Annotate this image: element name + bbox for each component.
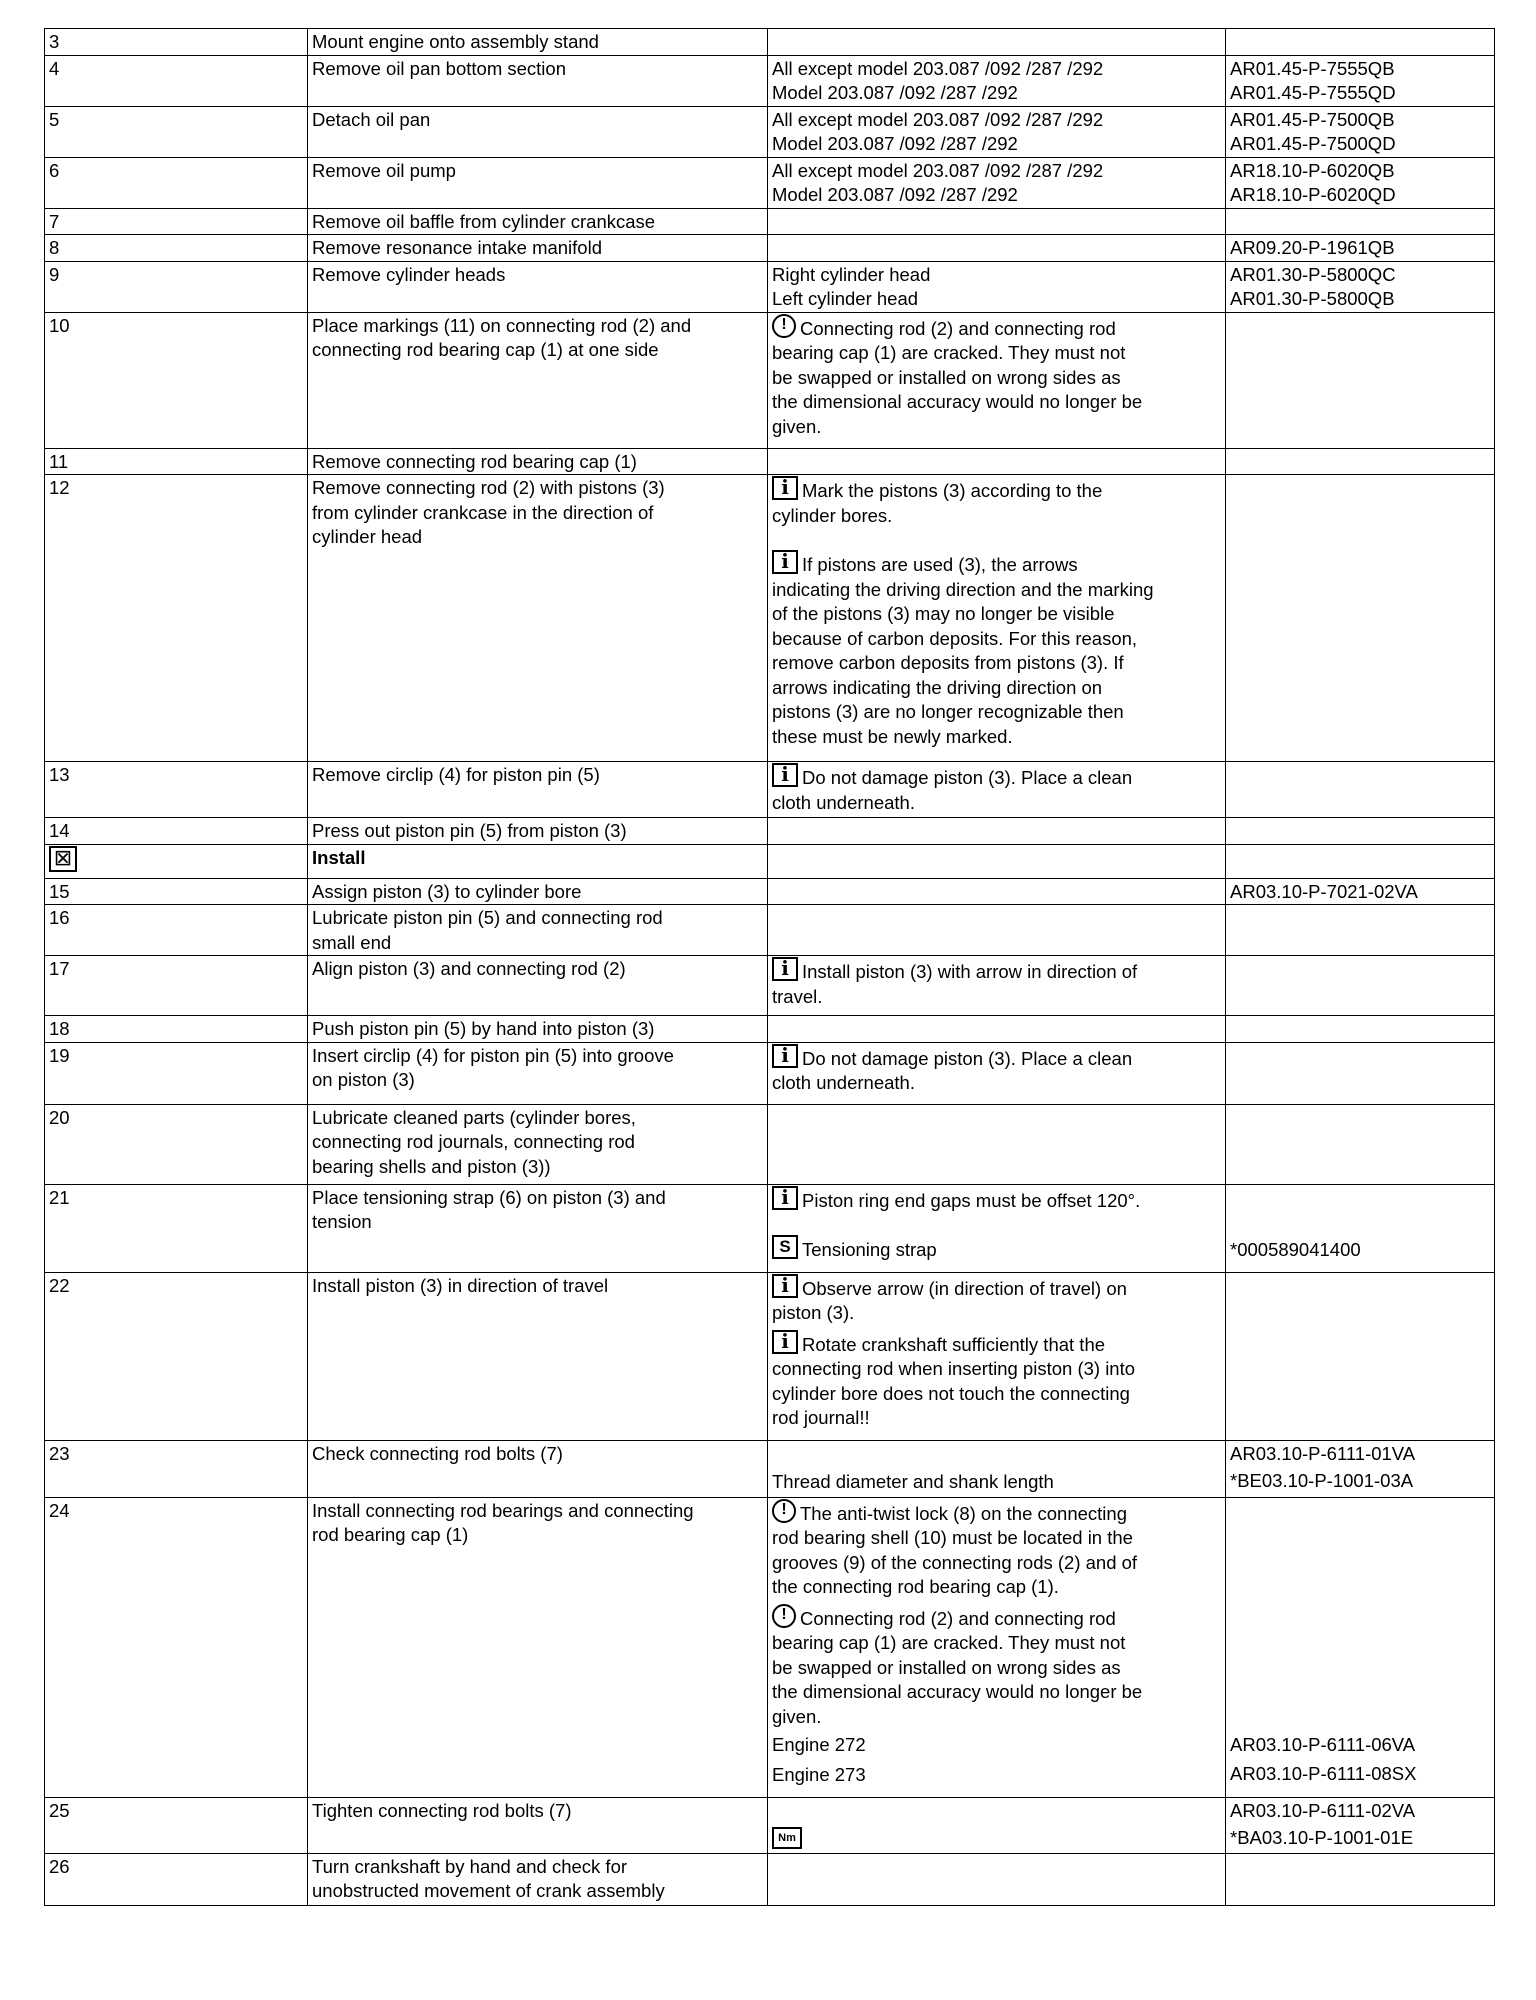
step-note: iMark the pistons (3) according to the cylinder bores. iIf pistons are used (3), the arrows indicating the driving direction and the marking of the pistons (3) may no longer be visible because of carbon deposits. For this reason, remove carbon deposits from pistons (3). If arrows indicating the driving direction on pistons (3) are no longer recognizable then these must be newly marked.	[768, 475, 1226, 762]
step-action: Push piston pin (5) by hand into piston (3)	[308, 1016, 768, 1043]
step-reference[interactable]: AR01.30-P-5800QC AR01.30-P-5800QB	[1226, 261, 1495, 312]
step-note: !The anti-twist lock (8) on the connecting rod bearing shell (10) must be located in the grooves (9) of the connecting rods (2) and of the connecting rod bearing cap (1). !Connecting rod (2) and connecting rod bearing cap (1) are cracked. They must not be swapped or installed on wrong sides as the dimensional accuracy would no longer be given. Engine 272 Engine 273	[768, 1497, 1226, 1797]
step-action: Remove cylinder heads	[308, 261, 768, 312]
table-row	[45, 261, 1495, 312]
table-row	[45, 106, 1495, 157]
step-number: 13	[45, 762, 308, 818]
step-action: Remove resonance intake manifold	[308, 235, 768, 262]
step-note	[768, 1797, 1226, 1853]
step-action: Turn crankshaft by hand and check for unobstructed movement of crank assembly	[308, 1853, 768, 1905]
step-reference[interactable]: AR03.10-P-7021-02VA	[1226, 878, 1495, 905]
table-row	[45, 157, 1495, 208]
step-note	[768, 448, 1226, 475]
step-reference[interactable]: AR03.10-P-6111-01VA *BE03.10-P-1001-03A	[1226, 1440, 1495, 1497]
step-note: i Install piston (3) with arrow in direction of travel.	[768, 956, 1226, 1016]
info-icon	[772, 550, 798, 574]
step-action: Insert circlip (4) for piston pin (5) into groove on piston (3)	[308, 1042, 768, 1104]
info-icon	[772, 1274, 798, 1298]
table-row	[45, 1853, 1495, 1905]
step-action: Mount engine onto assembly stand	[308, 29, 768, 56]
step-number: 18	[45, 1016, 308, 1043]
step-action: Remove oil pump	[308, 157, 768, 208]
step-action: Remove oil baffle from cylinder crankcase	[308, 208, 768, 235]
step-action: Place tensioning strap (6) on piston (3) and tension	[308, 1184, 768, 1272]
step-reference	[1226, 1104, 1495, 1184]
step-reference[interactable]: AR01.45-P-7500QB AR01.45-P-7500QD	[1226, 106, 1495, 157]
step-action: Lubricate piston pin (5) and connecting rod small end	[308, 905, 768, 956]
table-row	[45, 818, 1495, 845]
table-row	[45, 312, 1495, 448]
warning-icon	[772, 314, 796, 338]
step-action: Install connecting rod bearings and connecting rod bearing cap (1)	[308, 1497, 768, 1797]
step-note: Right cylinder head Left cylinder head	[768, 261, 1226, 312]
step-action: Check connecting rod bolts (7)	[308, 1440, 768, 1497]
step-action: Remove connecting rod bearing cap (1)	[308, 448, 768, 475]
step-reference	[1226, 762, 1495, 818]
step-number: 9	[45, 261, 308, 312]
table-row	[45, 878, 1495, 905]
step-number: 7	[45, 208, 308, 235]
step-number: 15	[45, 878, 308, 905]
info-icon	[772, 1330, 798, 1354]
step-action: Lubricate cleaned parts (cylinder bores, connecting rod journals, connecting rod bearing shells and piston (3))	[308, 1104, 768, 1184]
step-note: All except model 203.087 /092 /287 /292 Model 203.087 /092 /287 /292	[768, 157, 1226, 208]
torque-nm-icon: Nm	[772, 1827, 802, 1849]
step-number	[45, 844, 308, 878]
step-action: Remove oil pan bottom section	[308, 55, 768, 106]
table-row	[45, 1016, 1495, 1043]
step-number: 12	[45, 475, 308, 762]
step-number: 17	[45, 956, 308, 1016]
step-action: Place markings (11) on connecting rod (2) and connecting rod bearing cap (1) at one side	[308, 312, 768, 448]
table-row	[45, 29, 1495, 56]
step-number: 11	[45, 448, 308, 475]
step-note: All except model 203.087 /092 /287 /292 Model 203.087 /092 /287 /292	[768, 106, 1226, 157]
step-number: 5	[45, 106, 308, 157]
step-reference	[1226, 29, 1495, 56]
warning-icon	[772, 1604, 796, 1628]
step-number: 20	[45, 1104, 308, 1184]
step-reference[interactable]: AR03.10-P-6111-06VA AR03.10-P-6111-08SX	[1226, 1497, 1495, 1797]
step-number: 21	[45, 1184, 308, 1272]
step-action: Detach oil pan	[308, 106, 768, 157]
step-note: iPiston ring end gaps must be offset 120°. STensioning strap	[768, 1184, 1226, 1272]
step-reference[interactable]: AR03.10-P-6111-02VA *BA03.10-P-1001-01E	[1226, 1797, 1495, 1853]
step-number: 23	[45, 1440, 308, 1497]
info-icon	[772, 1044, 798, 1068]
step-reference[interactable]: AR18.10-P-6020QB AR18.10-P-6020QD	[1226, 157, 1495, 208]
step-reference[interactable]: AR09.20-P-1961QB	[1226, 235, 1495, 262]
table-row	[45, 1042, 1495, 1104]
step-number: 3	[45, 29, 308, 56]
step-number: 4	[45, 55, 308, 106]
warning-icon	[772, 1499, 796, 1523]
step-number: 14	[45, 818, 308, 845]
step-number: 6	[45, 157, 308, 208]
table-row	[45, 208, 1495, 235]
table-row	[45, 1497, 1495, 1797]
step-note	[768, 208, 1226, 235]
section-heading: Install	[308, 844, 768, 878]
info-icon	[772, 1186, 798, 1210]
step-note	[768, 844, 1226, 878]
step-action: Install piston (3) in direction of travel	[308, 1272, 768, 1440]
table-row	[45, 475, 1495, 762]
step-reference	[1226, 1016, 1495, 1043]
table-row	[45, 448, 1495, 475]
step-reference	[1226, 475, 1495, 762]
step-reference	[1226, 312, 1495, 448]
info-icon	[772, 763, 798, 787]
install-icon	[49, 846, 77, 872]
step-action: Remove circlip (4) for piston pin (5)	[308, 762, 768, 818]
table-row	[45, 956, 1495, 1016]
step-action: Assign piston (3) to cylinder bore	[308, 878, 768, 905]
step-note	[768, 235, 1226, 262]
step-reference	[1226, 818, 1495, 845]
step-number: 19	[45, 1042, 308, 1104]
step-action: Tighten connecting rod bolts (7)	[308, 1797, 768, 1853]
step-reference	[1226, 208, 1495, 235]
step-note	[768, 878, 1226, 905]
step-note	[768, 1016, 1226, 1043]
info-icon	[772, 476, 798, 500]
step-action: Press out piston pin (5) from piston (3)	[308, 818, 768, 845]
table-row	[45, 1104, 1495, 1184]
step-note	[768, 29, 1226, 56]
step-reference	[1226, 448, 1495, 475]
step-reference	[1226, 1272, 1495, 1440]
step-number: 10	[45, 312, 308, 448]
table-row	[45, 55, 1495, 106]
table-row	[45, 905, 1495, 956]
table-row	[45, 762, 1495, 818]
step-note: !Connecting rod (2) and connecting rod bearing cap (1) are cracked. They must not be swapped or installed on wrong sides as the dimensional accuracy would no longer be given.	[768, 312, 1226, 448]
table-row	[45, 1440, 1495, 1497]
table-row-install-header	[45, 844, 1495, 878]
step-reference	[1226, 1042, 1495, 1104]
step-reference	[1226, 905, 1495, 956]
step-reference[interactable]: *000589041400	[1226, 1184, 1495, 1272]
table-row	[45, 1272, 1495, 1440]
table-row	[45, 1797, 1495, 1853]
step-reference[interactable]: AR01.45-P-7555QB AR01.45-P-7555QD	[1226, 55, 1495, 106]
step-note: All except model 203.087 /092 /287 /292 Model 203.087 /092 /287 /292	[768, 55, 1226, 106]
step-reference	[1226, 844, 1495, 878]
step-action: Align piston (3) and connecting rod (2)	[308, 956, 768, 1016]
special-tool-icon	[772, 1235, 798, 1259]
step-note: iDo not damage piston (3). Place a clean cloth underneath.	[768, 1042, 1226, 1104]
step-number: 24	[45, 1497, 308, 1797]
table-row	[45, 235, 1495, 262]
step-note	[768, 1104, 1226, 1184]
table-row	[45, 1184, 1495, 1272]
step-number: 22	[45, 1272, 308, 1440]
procedure-table	[44, 28, 1495, 1906]
step-number: 8	[45, 235, 308, 262]
step-reference	[1226, 956, 1495, 1016]
step-note: i Do not damage piston (3). Place a clean cloth underneath.	[768, 762, 1226, 818]
step-note	[768, 1853, 1226, 1905]
step-number: 25	[45, 1797, 308, 1853]
step-reference	[1226, 1853, 1495, 1905]
step-action: Remove connecting rod (2) with pistons (3) from cylinder crankcase in the direction of cylinder head	[308, 475, 768, 762]
step-note	[768, 818, 1226, 845]
step-note: i Observe arrow (in direction of travel) on piston (3). iRotate crankshaft sufficiently that the connecting rod when inserting piston (3) into cylinder bore does not touch the connecting rod journal!!	[768, 1272, 1226, 1440]
step-note	[768, 905, 1226, 956]
step-note: Thread diameter and shank length	[768, 1440, 1226, 1497]
info-icon	[772, 957, 798, 981]
step-number: 16	[45, 905, 308, 956]
step-number: 26	[45, 1853, 308, 1905]
